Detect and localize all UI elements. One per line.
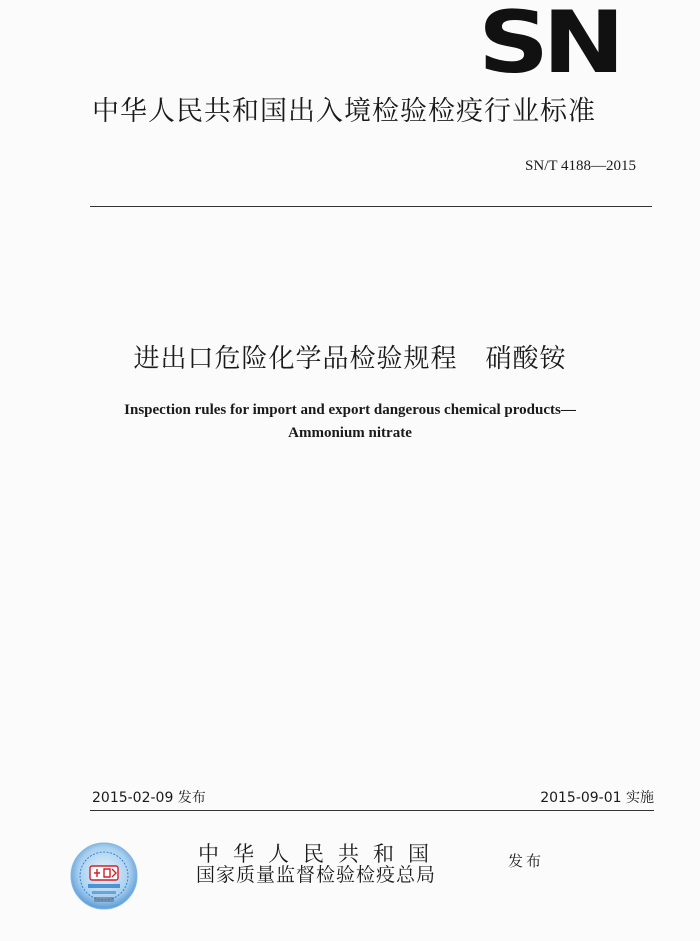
issue-date: 2015-02-09 发布 (92, 790, 206, 806)
english-title-line-1: Inspection rules for import and export dangerous chemical products— (124, 402, 576, 418)
implementation-date: 2015-09-01 实施 (540, 790, 654, 806)
english-title-line-2: Ammonium nitrate (288, 425, 412, 441)
chinese-title (0, 338, 700, 375)
publish-label: 发布 (508, 852, 545, 870)
publisher-line-2: 国家质量监督检验检疫总局 (196, 864, 437, 886)
chinese-title-main: 进出口危险化学品检验规程 (133, 344, 458, 374)
publisher-line-1: 中华人民共和国 (198, 842, 443, 866)
anti-counterfeit-seal-icon (70, 842, 138, 910)
industry-standard-title: 中华人民共和国出入境检验检疫行业标准 (92, 96, 596, 127)
footer-divider (90, 810, 654, 811)
chinese-title-sub: 硝酸铵 (485, 344, 567, 374)
standard-number: SN/T 4188—2015 (525, 158, 636, 174)
header-divider (90, 206, 652, 207)
sn-logo: SN (478, 0, 619, 93)
